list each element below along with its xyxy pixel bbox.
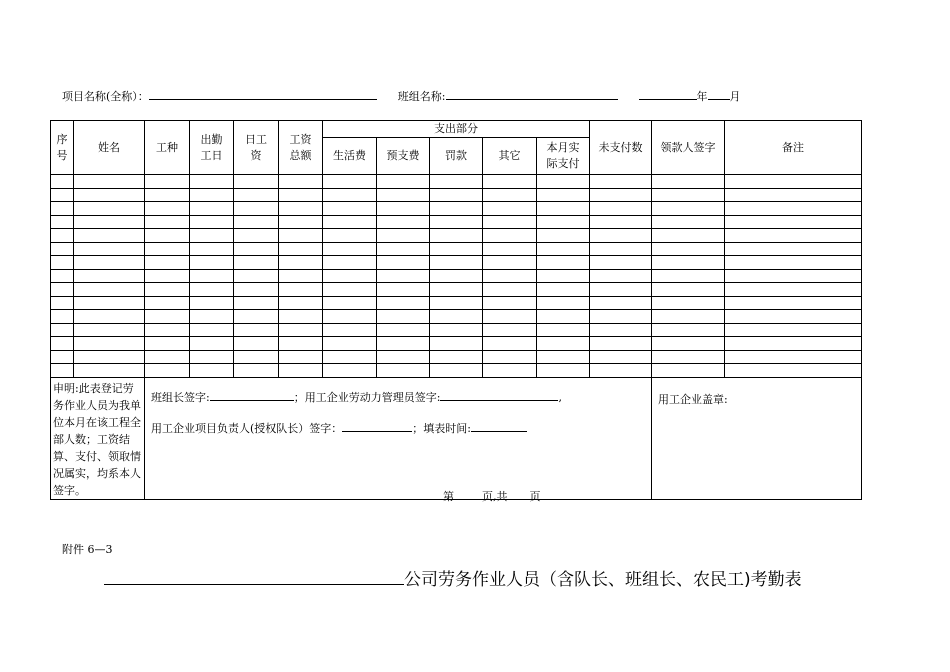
table-cell[interactable]: [725, 337, 862, 351]
table-cell[interactable]: [74, 256, 145, 270]
table-cell[interactable]: [652, 310, 725, 324]
table-row: [51, 337, 862, 351]
table-cell[interactable]: [725, 323, 862, 337]
table-cell[interactable]: [725, 215, 862, 229]
table-cell[interactable]: [430, 229, 483, 243]
table-cell[interactable]: [279, 229, 323, 243]
table-cell[interactable]: [590, 310, 652, 324]
table-cell[interactable]: [483, 310, 537, 324]
table-row: [51, 269, 862, 283]
table-cell[interactable]: [279, 202, 323, 216]
table-cell[interactable]: [279, 323, 323, 337]
year-label: 年: [696, 90, 708, 103]
table-cell[interactable]: [483, 175, 537, 189]
company-seal-label: 用工企业盖章:: [652, 377, 862, 499]
table-cell[interactable]: [190, 242, 234, 256]
col-header-payee-sign: 领款人签字: [652, 121, 725, 175]
table-cell[interactable]: [323, 269, 377, 283]
table-cell[interactable]: [74, 175, 145, 189]
table-cell[interactable]: [537, 310, 590, 324]
table-cell[interactable]: [430, 175, 483, 189]
table-cell[interactable]: [190, 283, 234, 297]
table-cell[interactable]: [74, 350, 145, 364]
table-cell[interactable]: [51, 215, 74, 229]
table-cell[interactable]: [430, 242, 483, 256]
table-cell[interactable]: [74, 283, 145, 297]
table-cell[interactable]: [190, 337, 234, 351]
table-cell[interactable]: [279, 283, 323, 297]
table-cell[interactable]: [377, 242, 430, 256]
table-cell[interactable]: [652, 364, 725, 378]
table-cell[interactable]: [190, 188, 234, 202]
table-cell[interactable]: [483, 350, 537, 364]
project-name-field[interactable]: [149, 89, 377, 100]
table-cell[interactable]: [323, 202, 377, 216]
table-cell[interactable]: [279, 350, 323, 364]
table-cell[interactable]: [590, 337, 652, 351]
table-cell[interactable]: [590, 256, 652, 270]
table-cell[interactable]: [74, 188, 145, 202]
table-cell[interactable]: [145, 296, 190, 310]
table-cell[interactable]: [483, 202, 537, 216]
table-cell[interactable]: [377, 229, 430, 243]
table-cell[interactable]: [483, 323, 537, 337]
header-line: [62, 88, 741, 104]
table-cell[interactable]: [537, 256, 590, 270]
table-cell[interactable]: [51, 242, 74, 256]
table-cell[interactable]: [377, 202, 430, 216]
project-manager-sign-field[interactable]: [342, 421, 412, 432]
table-cell[interactable]: [234, 337, 279, 351]
table-cell[interactable]: [537, 350, 590, 364]
table-cell[interactable]: [377, 269, 430, 283]
table-cell[interactable]: [145, 215, 190, 229]
table-cell[interactable]: [537, 364, 590, 378]
col-header-trade: 工种: [145, 121, 190, 175]
table-cell[interactable]: [279, 175, 323, 189]
table-cell[interactable]: [430, 283, 483, 297]
table-cell[interactable]: [145, 337, 190, 351]
table-cell[interactable]: [537, 337, 590, 351]
table-cell[interactable]: [145, 202, 190, 216]
declaration-text: 申明:此表登记劳务作业人员为我单位本月在该工程全部人数；工资结算、支付、领取情况属实，均系本人签字。: [51, 377, 145, 499]
table-cell[interactable]: [537, 283, 590, 297]
table-cell[interactable]: [234, 323, 279, 337]
table-cell[interactable]: [430, 202, 483, 216]
col-header-fine: 罚款: [430, 138, 483, 175]
table-cell[interactable]: [323, 364, 377, 378]
table-cell[interactable]: [377, 323, 430, 337]
month-field[interactable]: [708, 89, 730, 100]
table-cell[interactable]: [725, 310, 862, 324]
table-cell[interactable]: [51, 296, 74, 310]
annex-label: 附件 6—3: [62, 543, 113, 556]
table-cell[interactable]: [323, 256, 377, 270]
table-row: [51, 229, 862, 243]
col-header-seq: 序号: [51, 121, 74, 175]
table-cell[interactable]: [51, 269, 74, 283]
table-cell[interactable]: [377, 188, 430, 202]
table-cell[interactable]: [51, 364, 74, 378]
table-cell[interactable]: [590, 202, 652, 216]
table-cell[interactable]: [652, 175, 725, 189]
table-cell[interactable]: [483, 188, 537, 202]
table-cell[interactable]: [652, 188, 725, 202]
table-cell[interactable]: [652, 202, 725, 216]
table-cell[interactable]: [652, 323, 725, 337]
table-cell[interactable]: [323, 283, 377, 297]
table-cell[interactable]: [430, 364, 483, 378]
table-cell[interactable]: [234, 175, 279, 189]
table-cell[interactable]: [483, 364, 537, 378]
table-cell[interactable]: [279, 269, 323, 283]
table-cell[interactable]: [145, 175, 190, 189]
col-header-unpaid: 未支付数: [590, 121, 652, 175]
table-cell[interactable]: [377, 364, 430, 378]
table-cell[interactable]: [725, 188, 862, 202]
table-cell[interactable]: [652, 242, 725, 256]
table-row: [51, 215, 862, 229]
table-cell[interactable]: [51, 323, 74, 337]
title-text: 公司劳务作业人员（含队长、班组长、农民工)考勤表: [404, 570, 802, 590]
table-row: [51, 364, 862, 378]
table-cell[interactable]: [590, 242, 652, 256]
table-row: [51, 256, 862, 270]
table-cell[interactable]: [537, 323, 590, 337]
table-cell[interactable]: [323, 337, 377, 351]
year-field[interactable]: [639, 89, 697, 100]
table-cell[interactable]: [483, 215, 537, 229]
table-cell[interactable]: [537, 269, 590, 283]
table-cell[interactable]: [590, 175, 652, 189]
table-cell[interactable]: [725, 175, 862, 189]
table-cell[interactable]: [537, 202, 590, 216]
table-cell[interactable]: [145, 188, 190, 202]
table-cell[interactable]: [74, 242, 145, 256]
table-row: [51, 350, 862, 364]
table-cell[interactable]: [483, 269, 537, 283]
table-cell[interactable]: [323, 323, 377, 337]
table-cell[interactable]: [323, 229, 377, 243]
table-cell[interactable]: [590, 269, 652, 283]
table-cell[interactable]: [725, 242, 862, 256]
table-cell[interactable]: [51, 337, 74, 351]
table-cell[interactable]: [590, 283, 652, 297]
table-cell[interactable]: [51, 175, 74, 189]
table-cell[interactable]: [74, 296, 145, 310]
table-cell[interactable]: [279, 188, 323, 202]
col-header-expense-group: 支出部分: [323, 121, 590, 138]
table-cell[interactable]: [145, 350, 190, 364]
table-row: [51, 323, 862, 337]
table-row: [51, 310, 862, 324]
month-label: 月: [729, 90, 741, 103]
table-cell[interactable]: [234, 269, 279, 283]
project-manager-sign-label: 用工企业项目负责人(授权队长）签字：: [151, 421, 343, 435]
table-cell[interactable]: [377, 350, 430, 364]
table-cell[interactable]: [725, 283, 862, 297]
table-cell[interactable]: [323, 296, 377, 310]
table-cell[interactable]: [377, 215, 430, 229]
table-cell[interactable]: [483, 229, 537, 243]
table-cell[interactable]: [430, 215, 483, 229]
table-cell[interactable]: [190, 269, 234, 283]
table-row: [51, 202, 862, 216]
fill-time-field[interactable]: [471, 421, 527, 432]
table-cell[interactable]: [323, 310, 377, 324]
table-cell[interactable]: [483, 283, 537, 297]
table-cell[interactable]: [234, 242, 279, 256]
table-cell[interactable]: [51, 283, 74, 297]
page-middle: 页,共: [482, 490, 508, 503]
table-cell[interactable]: [590, 364, 652, 378]
table-cell[interactable]: [145, 364, 190, 378]
table-cell[interactable]: [234, 256, 279, 270]
table-cell[interactable]: [483, 296, 537, 310]
labor-manager-sign-label: ；用工企业劳动力管理员签字:: [293, 390, 441, 404]
table-cell[interactable]: [430, 296, 483, 310]
table-cell[interactable]: [190, 296, 234, 310]
table-cell[interactable]: [377, 283, 430, 297]
team-name-field[interactable]: [446, 89, 618, 100]
table-cell[interactable]: [590, 188, 652, 202]
table-cell[interactable]: [190, 202, 234, 216]
table-cell[interactable]: [279, 310, 323, 324]
total-pages-field[interactable]: [508, 489, 530, 500]
fill-time-label: ；填表时间:: [412, 421, 472, 435]
table-cell[interactable]: [234, 310, 279, 324]
table-cell[interactable]: [190, 229, 234, 243]
table-cell[interactable]: [51, 310, 74, 324]
table-cell[interactable]: [590, 296, 652, 310]
table-cell[interactable]: [145, 269, 190, 283]
table-cell[interactable]: [537, 242, 590, 256]
col-header-living: 生活费: [323, 138, 377, 175]
table-cell[interactable]: [537, 215, 590, 229]
table-cell[interactable]: [725, 350, 862, 364]
table-cell[interactable]: [323, 188, 377, 202]
table-cell[interactable]: [652, 350, 725, 364]
attendance-table: [50, 120, 862, 500]
table-cell[interactable]: [234, 283, 279, 297]
table-cell[interactable]: [725, 364, 862, 378]
col-header-remarks: 备注: [725, 121, 862, 175]
table-cell[interactable]: [279, 256, 323, 270]
labor-manager-sign-field[interactable]: [440, 390, 558, 401]
team-leader-sign-field[interactable]: [210, 390, 294, 401]
table-cell[interactable]: [652, 256, 725, 270]
table-cell[interactable]: [234, 229, 279, 243]
table-cell[interactable]: [537, 229, 590, 243]
table-cell[interactable]: [190, 364, 234, 378]
table-cell[interactable]: [190, 310, 234, 324]
table-cell[interactable]: [483, 242, 537, 256]
table-cell[interactable]: [145, 229, 190, 243]
table-cell[interactable]: [537, 175, 590, 189]
col-header-name: 姓名: [74, 121, 145, 175]
table-row: [51, 242, 862, 256]
table-cell[interactable]: [377, 296, 430, 310]
table-cell[interactable]: [590, 215, 652, 229]
table-cell[interactable]: [234, 215, 279, 229]
table-cell[interactable]: [74, 202, 145, 216]
table-cell[interactable]: [145, 242, 190, 256]
table-cell[interactable]: [145, 310, 190, 324]
col-header-daily-wage: 日工资: [234, 121, 279, 175]
page-number: [443, 488, 541, 504]
table-cell[interactable]: [190, 256, 234, 270]
table-cell[interactable]: [652, 337, 725, 351]
table-cell[interactable]: [74, 337, 145, 351]
signature-area: 班组长签字: ；用工企业劳动力管理员签字: , 用工企业项目负责人(授权队长）签字： ；填表时间:: [145, 377, 652, 499]
table-cell[interactable]: [537, 188, 590, 202]
team-leader-sign-label: 班组长签字:: [151, 390, 210, 404]
table-cell[interactable]: [725, 202, 862, 216]
table-cell[interactable]: [430, 323, 483, 337]
project-name-label: 项目名称(全称）：: [62, 90, 149, 103]
table-cell[interactable]: [323, 175, 377, 189]
table-cell[interactable]: [430, 350, 483, 364]
document-title: [104, 565, 802, 590]
table-cell[interactable]: [145, 283, 190, 297]
table-cell[interactable]: [652, 296, 725, 310]
table-cell[interactable]: [190, 350, 234, 364]
table-cell[interactable]: [537, 296, 590, 310]
table-cell[interactable]: [51, 202, 74, 216]
table-cell[interactable]: [652, 283, 725, 297]
table-cell[interactable]: [652, 269, 725, 283]
table-cell[interactable]: [74, 323, 145, 337]
table-row: [51, 283, 862, 297]
table-cell[interactable]: [234, 296, 279, 310]
col-header-other: 其它: [483, 138, 537, 175]
col-header-advance: 预支费: [377, 138, 430, 175]
table-cell[interactable]: [323, 350, 377, 364]
table-cell[interactable]: [483, 256, 537, 270]
table-cell[interactable]: [725, 229, 862, 243]
table-cell[interactable]: [725, 269, 862, 283]
table-cell[interactable]: [483, 337, 537, 351]
table-row: [51, 188, 862, 202]
table-cell[interactable]: [279, 337, 323, 351]
table-cell[interactable]: [377, 256, 430, 270]
page-prefix: 第: [443, 490, 454, 503]
table-cell[interactable]: [74, 229, 145, 243]
table-cell[interactable]: [377, 337, 430, 351]
team-name-label: 班组名称:: [397, 90, 446, 103]
col-header-paid-this-month: 本月实际支付: [537, 138, 590, 175]
table-cell[interactable]: [74, 215, 145, 229]
table-cell[interactable]: [234, 202, 279, 216]
table-cell[interactable]: [51, 229, 74, 243]
table-cell[interactable]: [279, 296, 323, 310]
table-cell[interactable]: [279, 215, 323, 229]
table-cell[interactable]: [377, 310, 430, 324]
table-cell[interactable]: [323, 215, 377, 229]
table-cell[interactable]: [234, 350, 279, 364]
table-cell[interactable]: [51, 350, 74, 364]
table-cell[interactable]: [145, 323, 190, 337]
table-cell[interactable]: [430, 188, 483, 202]
page-suffix: 页: [529, 490, 541, 503]
col-header-attendance: 出勤工日: [190, 121, 234, 175]
table-cell[interactable]: [652, 215, 725, 229]
current-page-field[interactable]: [454, 489, 482, 500]
table-cell[interactable]: [725, 256, 862, 270]
table-cell[interactable]: [74, 269, 145, 283]
table-cell[interactable]: [430, 337, 483, 351]
table-row: [51, 296, 862, 310]
table-cell[interactable]: [190, 215, 234, 229]
table-cell[interactable]: [234, 188, 279, 202]
table-cell[interactable]: [234, 364, 279, 378]
table-cell[interactable]: [190, 175, 234, 189]
table-cell[interactable]: [725, 296, 862, 310]
table-cell[interactable]: [430, 256, 483, 270]
table-cell[interactable]: [190, 323, 234, 337]
table-cell[interactable]: [279, 364, 323, 378]
table-cell[interactable]: [51, 188, 74, 202]
table-cell[interactable]: [590, 229, 652, 243]
table-cell[interactable]: [590, 350, 652, 364]
table-cell[interactable]: [74, 310, 145, 324]
table-cell[interactable]: [74, 364, 145, 378]
table-cell[interactable]: [590, 323, 652, 337]
col-header-total-wage: 工资总额: [279, 121, 323, 175]
table-cell[interactable]: [430, 269, 483, 283]
table-cell[interactable]: [430, 310, 483, 324]
table-cell[interactable]: [145, 256, 190, 270]
table-cell[interactable]: [323, 242, 377, 256]
table-cell[interactable]: [279, 242, 323, 256]
table-row: [51, 175, 862, 189]
table-cell[interactable]: [652, 229, 725, 243]
table-cell[interactable]: [51, 256, 74, 270]
table-cell[interactable]: [377, 175, 430, 189]
company-name-field[interactable]: [104, 568, 404, 585]
